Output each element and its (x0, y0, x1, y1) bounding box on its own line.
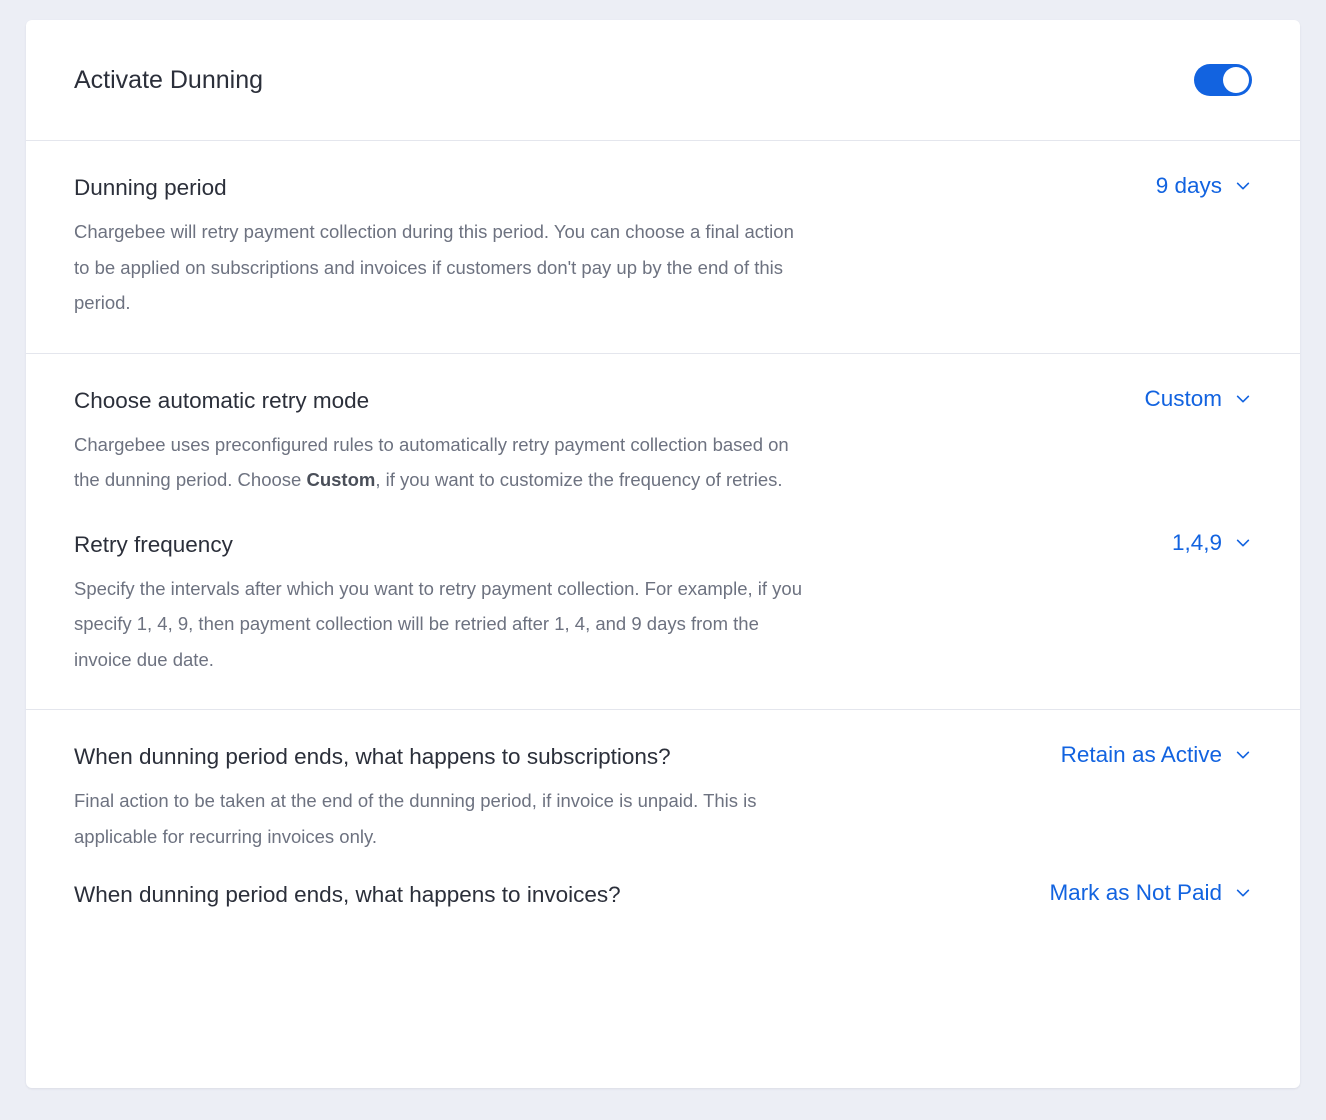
subscriptions-action-text (74, 740, 814, 854)
retry-mode-control[interactable] (1144, 384, 1252, 414)
retry-mode-description-part1: Chargebee uses preconfigured rules to automatically retry payment collection based on the dunning period. Choose (74, 433, 789, 490)
subscriptions-action-row (74, 740, 1252, 854)
retry-frequency-label: Retry frequency (74, 531, 233, 557)
section-dunning-period (26, 141, 1300, 354)
retry-frequency-value[interactable]: 1,4,9 (1171, 529, 1222, 555)
subscriptions-action-description: Final action to be taken at the end of the dunning period, if invoice is unpaid. This is applicable for recurring invoices only. (74, 790, 757, 847)
retry-frequency-row (74, 528, 1252, 678)
retry-mode-label: Choose automatic retry mode (74, 387, 370, 413)
section-dunning-end-actions (26, 710, 1300, 943)
retry-mode-text (74, 384, 814, 498)
dunning-period-text (74, 171, 814, 321)
chevron-down-icon[interactable] (1234, 177, 1252, 195)
dunning-period-value[interactable]: 9 days (1155, 173, 1222, 198)
toggle-knob (1223, 67, 1249, 93)
chevron-down-icon[interactable] (1234, 534, 1252, 552)
page-title: Activate Dunning (74, 66, 264, 94)
retry-frequency-text (74, 528, 814, 678)
chevron-down-icon[interactable] (1234, 746, 1252, 764)
retry-mode-value[interactable]: Custom (1144, 385, 1222, 411)
chevron-down-icon[interactable] (1234, 390, 1252, 408)
activate-dunning-label-group (74, 64, 263, 96)
retry-mode-row (74, 384, 1252, 498)
invoices-action-label: When dunning period ends, what happens to invoices? (74, 882, 621, 907)
dunning-period-description: Chargebee will retry payment collection during this period. You can choose a final action to be applied on subscriptions and invoices if customers don't pay up by the end of this period. (74, 221, 794, 313)
invoices-action-text (74, 878, 621, 911)
section-activate-dunning (26, 20, 1300, 141)
retry-frequency-control[interactable] (1172, 528, 1252, 558)
invoices-action-row (74, 878, 1252, 911)
invoices-action-value[interactable]: Mark as Not Paid (1049, 880, 1222, 905)
retry-mode-description (74, 427, 814, 498)
retry-frequency-description: Specify the intervals after which you want to retry payment collection. For example, if you specify 1, 4, 9, then payment collection will be retried after 1, 4, and 9 days from the invoice due date. (74, 577, 802, 670)
subscriptions-action-label: When dunning period ends, what happens to subscriptions? (74, 744, 671, 769)
dunning-settings-card (26, 20, 1300, 1088)
invoices-action-control[interactable] (1049, 878, 1252, 908)
dunning-period-control[interactable] (1156, 171, 1252, 201)
activate-dunning-toggle[interactable] (1194, 64, 1252, 96)
subscriptions-action-control[interactable] (1061, 740, 1252, 770)
retry-mode-description-bold: Custom (306, 469, 376, 490)
chevron-down-icon[interactable] (1234, 884, 1252, 902)
activate-dunning-control (1194, 64, 1252, 96)
section-retry-mode (26, 354, 1300, 711)
dunning-period-row (74, 171, 1252, 321)
dunning-period-label: Dunning period (74, 175, 227, 200)
subscriptions-action-value[interactable]: Retain as Active (1060, 742, 1222, 767)
retry-mode-description-part2: , if you want to customize the frequency of retries. (375, 469, 783, 490)
